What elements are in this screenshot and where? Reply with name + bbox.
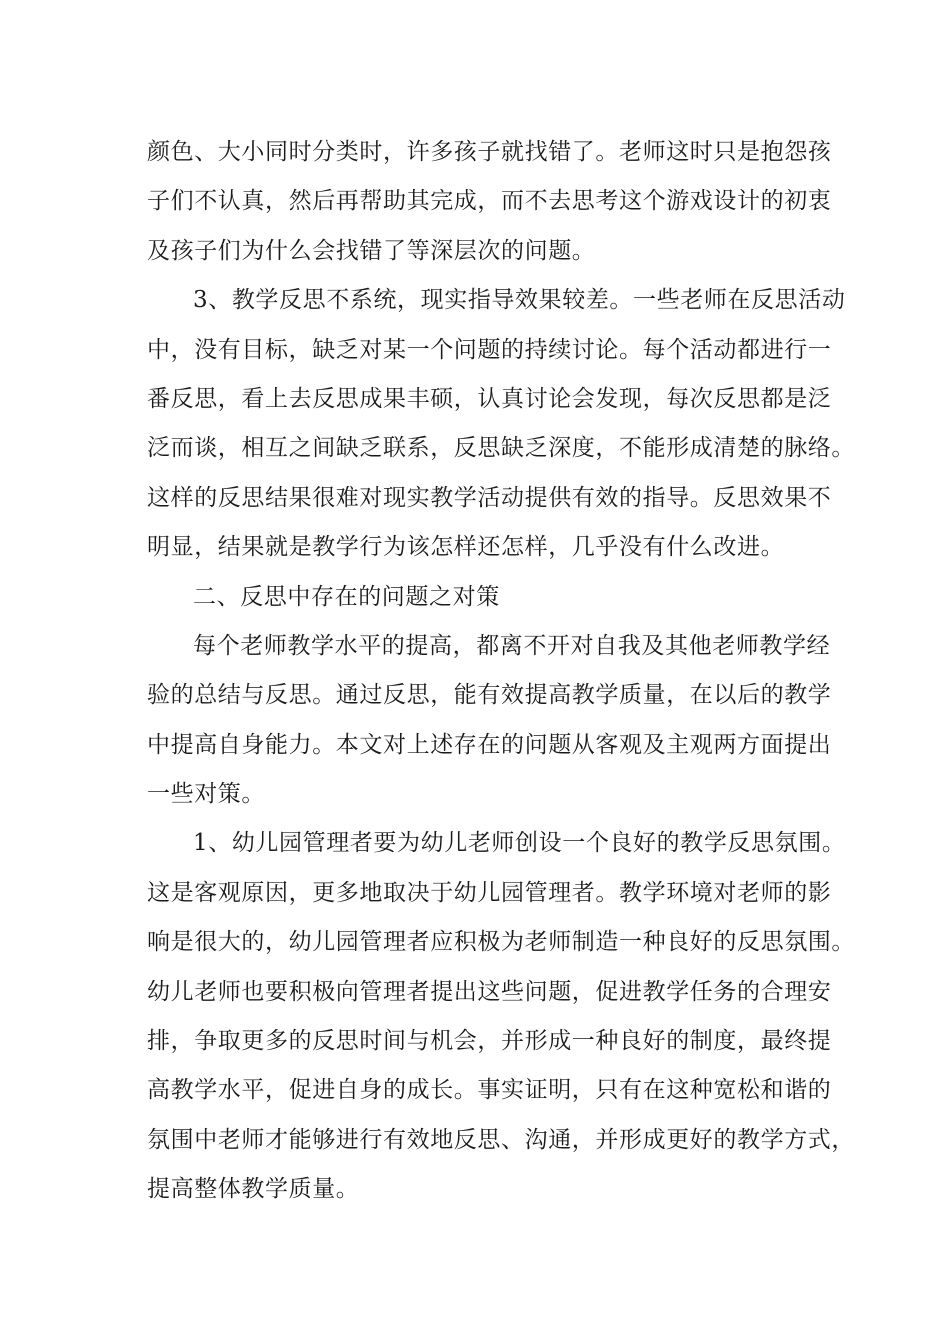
text-line: 这是客观原因，更多地取决于幼儿园管理者。教学环境对老师的影 (147, 879, 832, 906)
text-line: 明显，结果就是教学行为该怎样还怎样，几乎没有什么改进。 (147, 534, 785, 561)
body-text (147, 128, 855, 1215)
text-line: 1、幼儿园管理者要为幼儿老师创设一个良好的教学反思氛围。 (193, 830, 846, 857)
text-line: 二、反思中存在的问题之对策 (193, 583, 500, 610)
text-line: 中，没有目标，缺乏对某一个问题的持续讨论。每个活动都进行一 (147, 336, 832, 363)
text-line: 中提高自身能力。本文对上述存在的问题从客观及主观两方面提出 (147, 731, 832, 758)
text-line: 番反思，看上去反思成果丰硕，认真讨论会发现，每次反思都是泛 (147, 385, 832, 412)
text-line: 排，争取更多的反思时间与机会，并形成一种良好的制度，最终提 (147, 1028, 832, 1055)
text-line: 响是很大的，幼儿园管理者应积极为老师制造一种良好的反思氛围。 (147, 929, 855, 956)
text-line: 这样的反思结果很难对现实教学活动提供有效的指导。反思效果不 (147, 484, 832, 511)
text-line: 氛围中老师才能够进行有效地反思、沟通，并形成更好的教学方式， (147, 1126, 855, 1153)
text-line: 提高整体教学质量。 (147, 1176, 360, 1203)
text-line: 幼儿老师也要积极向管理者提出这些问题，促进教学任务的合理安 (147, 978, 832, 1005)
text-line: 每个老师教学水平的提高，都离不开对自我及其他老师教学经 (193, 632, 831, 659)
text-line: 3、教学反思不系统，现实指导效果较差。一些老师在反思活动 (193, 287, 846, 314)
text-line: 一些对策。 (147, 781, 265, 808)
text-line: 及孩子们为什么会找错了等深层次的问题。 (147, 237, 596, 264)
text-line: 子们不认真，然后再帮助其完成，而不去思考这个游戏设计的初衷 (147, 188, 832, 215)
text-line: 泛而谈，相互之间缺乏联系，反思缺乏深度，不能形成清楚的脉络。 (147, 435, 855, 462)
text-line: 验的总结与反思。通过反思，能有效提高教学质量，在以后的教学 (147, 682, 832, 709)
text-line: 颜色、大小同时分类时，许多孩子就找错了。老师这时只是抱怨孩 (147, 139, 832, 165)
text-line: 高教学水平，促进自身的成长。事实证明，只有在这种宽松和谐的 (147, 1077, 832, 1104)
